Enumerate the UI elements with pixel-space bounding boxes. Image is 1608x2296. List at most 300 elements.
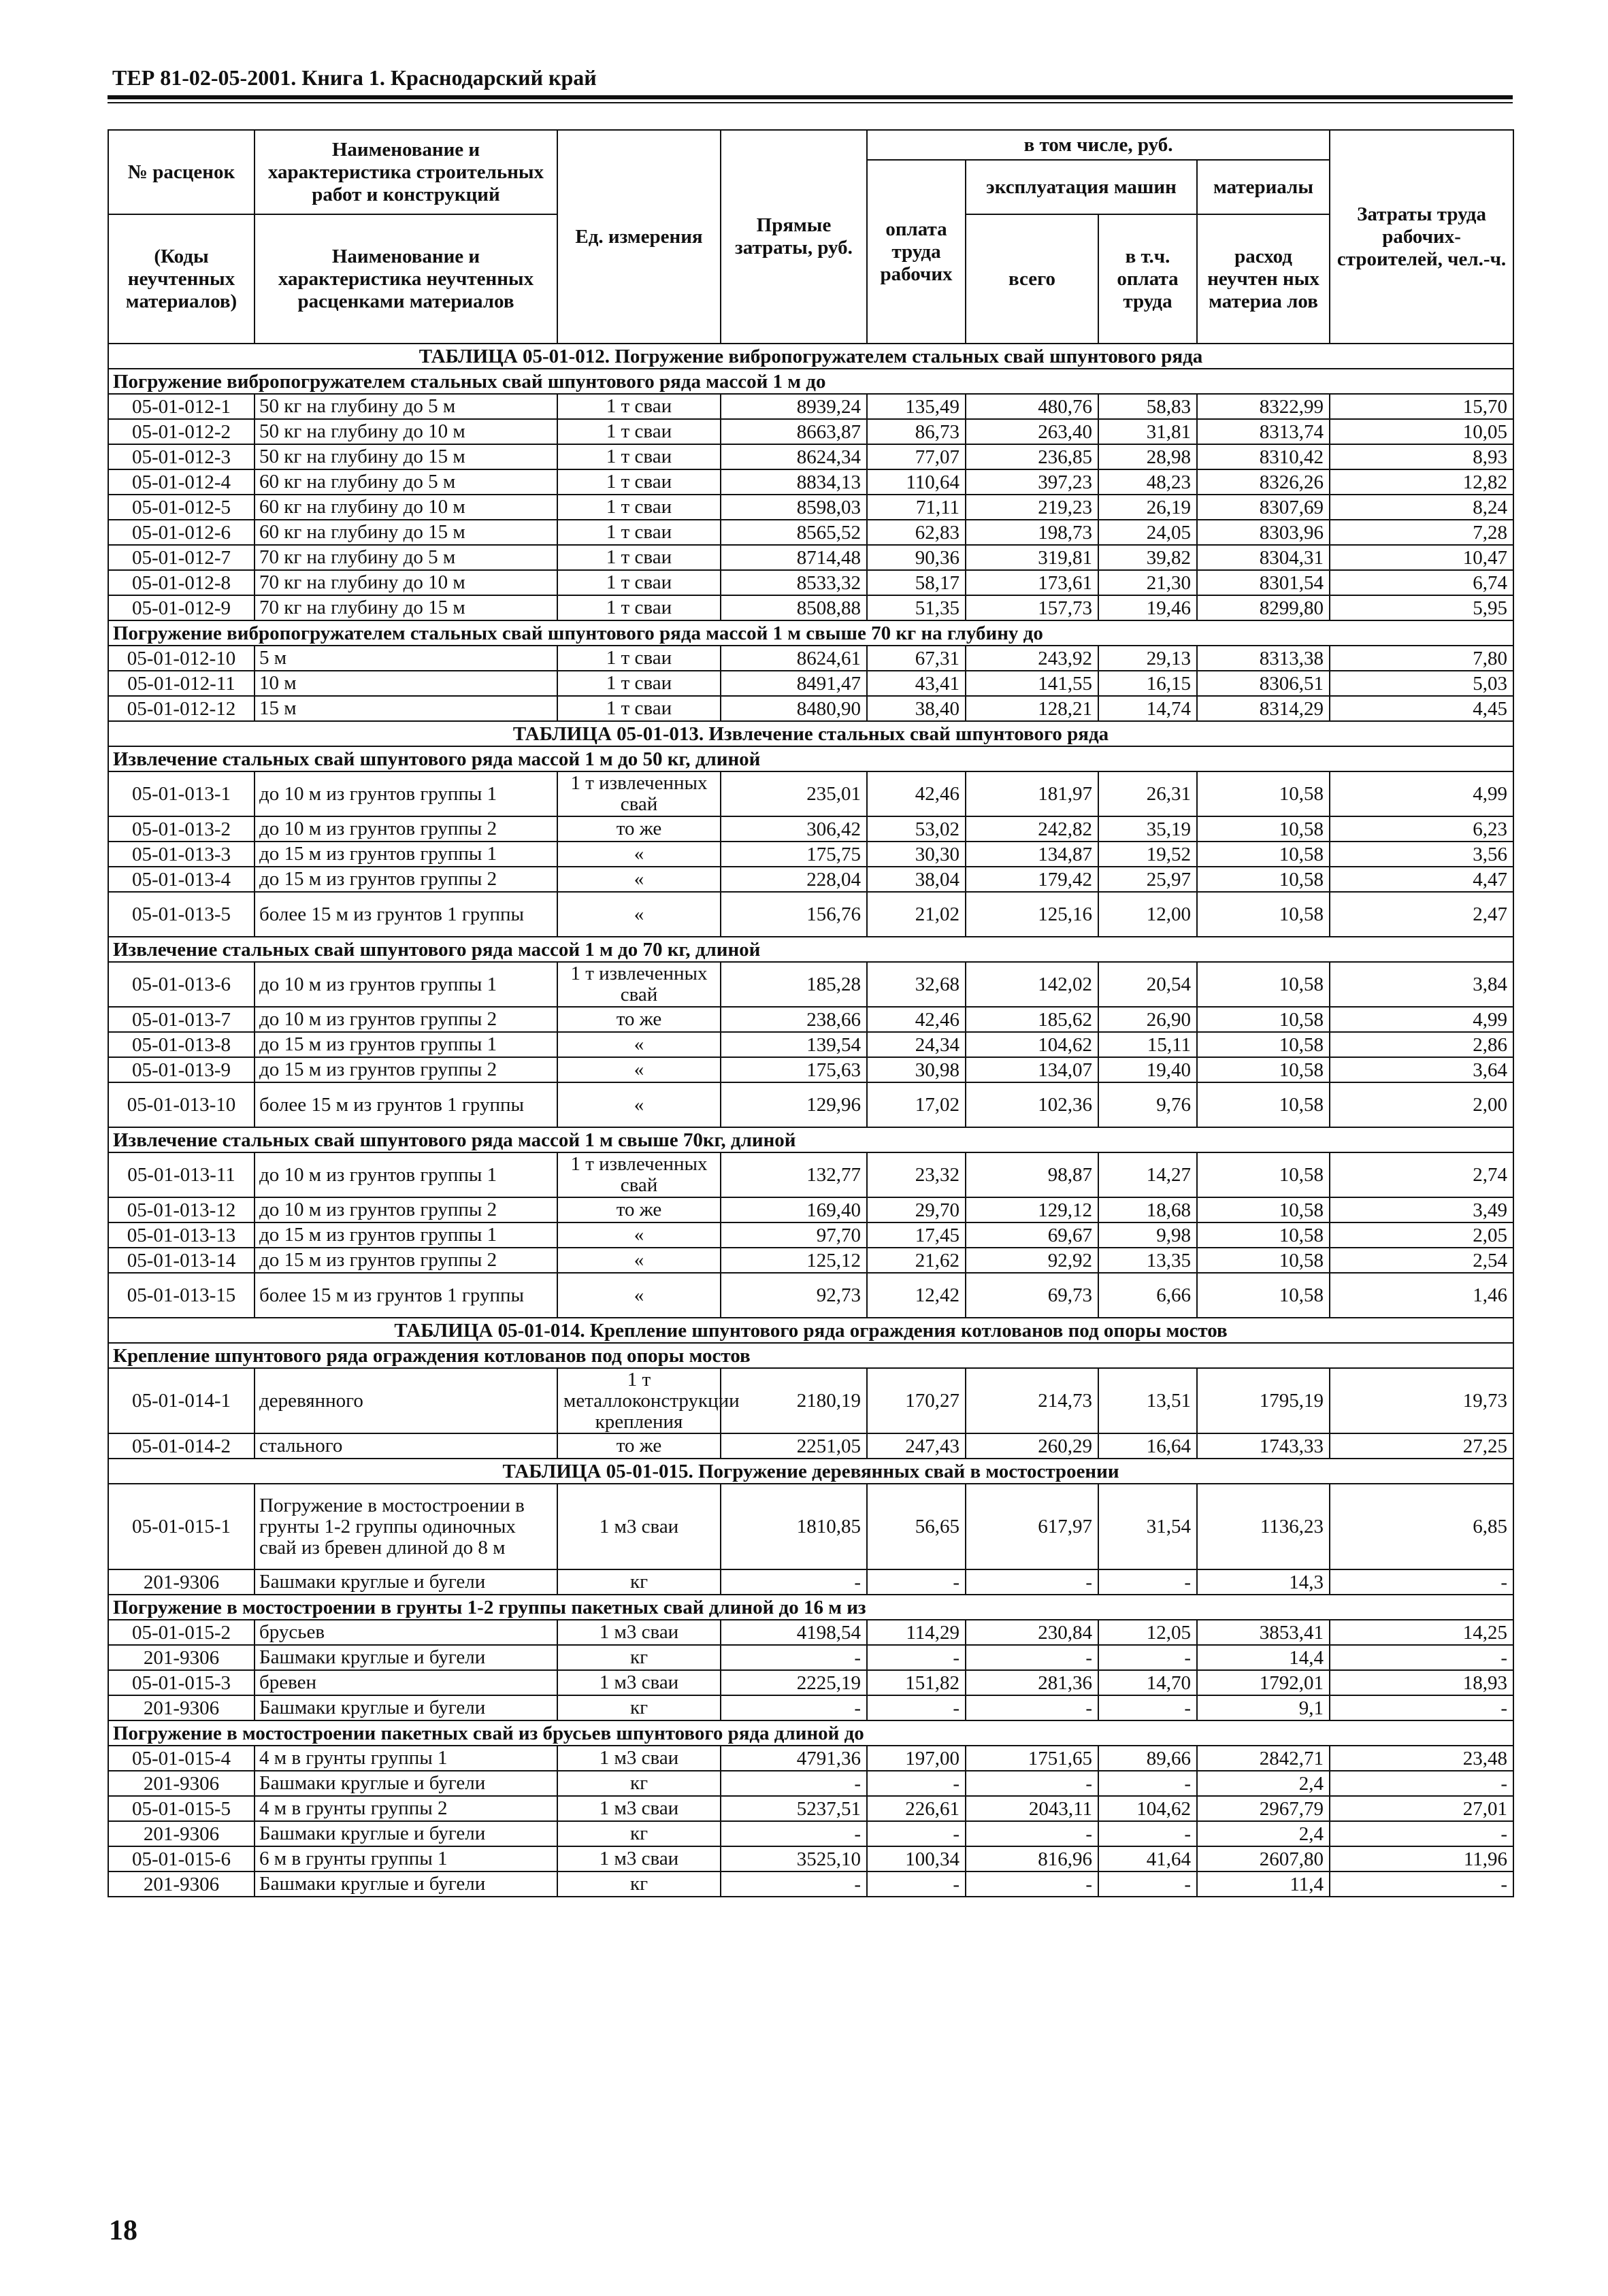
header-machines-total: всего <box>966 214 1098 344</box>
labor-cell: 8,24 <box>1330 495 1513 520</box>
unit-cell: 1 т сваи <box>557 419 721 444</box>
machines-total-cell: 243,92 <box>966 646 1098 671</box>
direct-costs-cell: 1810,85 <box>721 1484 867 1569</box>
table-row <box>108 1433 1513 1459</box>
labor-cell: 3,64 <box>1330 1057 1513 1082</box>
page-number: 18 <box>109 2215 137 2246</box>
unit-cell: « <box>557 867 721 892</box>
header-code-top: № расценок <box>108 130 255 214</box>
work-name-cell: Башмаки круглые и бугели <box>255 1771 557 1796</box>
table-row <box>108 1248 1513 1273</box>
labor-cell: 10,05 <box>1330 419 1513 444</box>
table-subsection-title <box>108 369 1513 394</box>
table-row <box>108 419 1513 444</box>
wage-cell: 71,11 <box>867 495 966 520</box>
section-title: ТАБЛИЦА 05-01-015. Погружение деревянных свай в мостостроении <box>108 1459 1513 1484</box>
machines-wage-cell: - <box>1098 1695 1197 1720</box>
unit-cell: « <box>557 1057 721 1082</box>
direct-costs-cell: - <box>721 1871 867 1897</box>
wage-cell: 100,34 <box>867 1846 966 1871</box>
wage-cell: 62,83 <box>867 520 966 545</box>
materials-cell: 2,4 <box>1197 1771 1330 1796</box>
machines-wage-cell: - <box>1098 1645 1197 1670</box>
labor-cell: 4,99 <box>1330 771 1513 816</box>
machines-total-cell: 281,36 <box>966 1670 1098 1695</box>
labor-cell: - <box>1330 1569 1513 1595</box>
rate-code-cell: 05-01-012-5 <box>108 495 255 520</box>
materials-cell: 1795,19 <box>1197 1368 1330 1433</box>
labor-cell: 18,93 <box>1330 1670 1513 1695</box>
machines-total-cell: 2043,11 <box>966 1796 1098 1821</box>
materials-cell: 10,58 <box>1197 1197 1330 1222</box>
work-name-cell: до 10 м из грунтов группы 2 <box>255 1007 557 1032</box>
unit-cell: 1 т сваи <box>557 595 721 620</box>
table-subsection-title <box>108 1127 1513 1152</box>
rate-code-cell: 05-01-013-14 <box>108 1248 255 1273</box>
direct-costs-cell: 125,12 <box>721 1248 867 1273</box>
table-row <box>108 1821 1513 1846</box>
machines-total-cell: 617,97 <box>966 1484 1098 1569</box>
machines-wage-cell: 31,81 <box>1098 419 1197 444</box>
unit-cell: кг <box>557 1645 721 1670</box>
labor-cell: 5,95 <box>1330 595 1513 620</box>
rate-code-cell: 05-01-015-1 <box>108 1484 255 1569</box>
table-row <box>108 671 1513 696</box>
unit-cell: 1 м3 сваи <box>557 1484 721 1569</box>
wage-cell: 38,04 <box>867 867 966 892</box>
rate-code-cell: 05-01-012-6 <box>108 520 255 545</box>
table-row <box>108 1082 1513 1127</box>
machines-wage-cell: 13,51 <box>1098 1368 1197 1433</box>
direct-costs-cell: 4791,36 <box>721 1746 867 1771</box>
page-header: ТЕР 81-02-05-2001. Книга 1. Краснодарский край <box>112 65 597 90</box>
machines-wage-cell: 104,62 <box>1098 1796 1197 1821</box>
header-rule <box>108 95 1513 99</box>
labor-cell: 2,54 <box>1330 1248 1513 1273</box>
unit-cell: 1 т металлоконструкции крепления <box>557 1368 721 1433</box>
labor-cell: 15,70 <box>1330 394 1513 419</box>
machines-wage-cell: 18,68 <box>1098 1197 1197 1222</box>
work-name-cell: Башмаки круглые и бугели <box>255 1645 557 1670</box>
wage-cell: 12,42 <box>867 1273 966 1318</box>
table-row <box>108 469 1513 495</box>
wage-cell: - <box>867 1695 966 1720</box>
unit-cell: 1 т сваи <box>557 545 721 570</box>
rate-code-cell: 05-01-013-9 <box>108 1057 255 1082</box>
table-row <box>108 892 1513 937</box>
labor-cell: 7,28 <box>1330 520 1513 545</box>
table-row <box>108 444 1513 469</box>
machines-wage-cell: - <box>1098 1569 1197 1595</box>
wage-cell: 67,31 <box>867 646 966 671</box>
table-row <box>108 1273 1513 1318</box>
direct-costs-cell: 238,66 <box>721 1007 867 1032</box>
direct-costs-cell: 306,42 <box>721 816 867 842</box>
subsection-title: Погружение в мостостроении пакетных свай из брусьев шпунтового ряда длиной до <box>108 1720 1513 1746</box>
materials-cell: 10,58 <box>1197 867 1330 892</box>
subsection-title: Крепление шпунтового ряда ограждения котлованов под опоры мостов <box>108 1343 1513 1368</box>
rate-code-cell: 201-9306 <box>108 1821 255 1846</box>
header-name-top: Наименование и характеристика строительных работ и конструкций <box>255 130 557 214</box>
work-name-cell: 60 кг на глубину до 10 м <box>255 495 557 520</box>
table-row <box>108 816 1513 842</box>
machines-total-cell: 157,73 <box>966 595 1098 620</box>
wage-cell: 42,46 <box>867 1007 966 1032</box>
rate-code-cell: 05-01-012-9 <box>108 595 255 620</box>
unit-cell: то же <box>557 816 721 842</box>
rate-code-cell: 05-01-014-2 <box>108 1433 255 1459</box>
header-machines-wage: в т.ч. оплата труда <box>1098 214 1197 344</box>
materials-cell: 10,58 <box>1197 1032 1330 1057</box>
labor-cell: 2,00 <box>1330 1082 1513 1127</box>
wage-cell: 21,02 <box>867 892 966 937</box>
table-row <box>108 771 1513 816</box>
section-title: ТАБЛИЦА 05-01-014. Крепление шпунтового ряда ограждения котлованов под опоры мостов <box>108 1318 1513 1343</box>
table-row <box>108 962 1513 1007</box>
work-name-cell: 60 кг на глубину до 5 м <box>255 469 557 495</box>
subsection-title: Извлечение стальных свай шпунтового ряда массой 1 м свыше 70кг, длиной <box>108 1127 1513 1152</box>
direct-costs-cell: 169,40 <box>721 1197 867 1222</box>
materials-cell: 8310,42 <box>1197 444 1330 469</box>
direct-costs-cell: 8624,61 <box>721 646 867 671</box>
rate-code-cell: 05-01-013-3 <box>108 842 255 867</box>
table-row <box>108 520 1513 545</box>
work-name-cell: до 10 м из грунтов группы 1 <box>255 962 557 1007</box>
table-row <box>108 1007 1513 1032</box>
table-row <box>108 595 1513 620</box>
work-name-cell: 60 кг на глубину до 15 м <box>255 520 557 545</box>
table-row <box>108 1222 1513 1248</box>
materials-cell: 2967,79 <box>1197 1796 1330 1821</box>
header-machines: эксплуатация машин <box>966 160 1197 214</box>
labor-cell: 4,45 <box>1330 696 1513 721</box>
direct-costs-cell: 235,01 <box>721 771 867 816</box>
machines-total-cell: 102,36 <box>966 1082 1098 1127</box>
wage-cell: 29,70 <box>867 1197 966 1222</box>
work-name-cell: до 15 м из грунтов группы 2 <box>255 1248 557 1273</box>
labor-cell: 2,47 <box>1330 892 1513 937</box>
machines-total-cell: 1751,65 <box>966 1746 1098 1771</box>
unit-cell: « <box>557 1222 721 1248</box>
machines-total-cell: 98,87 <box>966 1152 1098 1197</box>
rate-code-cell: 05-01-012-7 <box>108 545 255 570</box>
labor-cell: 2,05 <box>1330 1222 1513 1248</box>
labor-cell: 3,84 <box>1330 962 1513 1007</box>
direct-costs-cell: 228,04 <box>721 867 867 892</box>
work-name-cell: бревен <box>255 1670 557 1695</box>
direct-costs-cell: 8939,24 <box>721 394 867 419</box>
subsection-title: Извлечение стальных свай шпунтового ряда массой 1 м до 50 кг, длиной <box>108 746 1513 771</box>
table-row <box>108 1620 1513 1645</box>
unit-cell: 1 м3 сваи <box>557 1796 721 1821</box>
unit-cell: « <box>557 1248 721 1273</box>
table-row <box>108 394 1513 419</box>
wage-cell: - <box>867 1569 966 1595</box>
rate-code-cell: 05-01-013-7 <box>108 1007 255 1032</box>
header-code-bottom: (Коды неучтенных материалов) <box>108 214 255 344</box>
table-row <box>108 1152 1513 1197</box>
rate-code-cell: 05-01-013-11 <box>108 1152 255 1197</box>
unit-cell: 1 т извлеченных свай <box>557 962 721 1007</box>
unit-cell: 1 т извлеченных свай <box>557 771 721 816</box>
materials-cell: 10,58 <box>1197 1007 1330 1032</box>
labor-cell: 23,48 <box>1330 1746 1513 1771</box>
work-name-cell: более 15 м из грунтов 1 группы <box>255 1082 557 1127</box>
rate-code-cell: 05-01-012-3 <box>108 444 255 469</box>
wage-cell: 21,62 <box>867 1248 966 1273</box>
machines-wage-cell: 16,15 <box>1098 671 1197 696</box>
labor-cell: 11,96 <box>1330 1846 1513 1871</box>
table-subsection-title <box>108 1720 1513 1746</box>
table-row <box>108 867 1513 892</box>
materials-cell: 8307,69 <box>1197 495 1330 520</box>
labor-cell: - <box>1330 1871 1513 1897</box>
work-name-cell: 70 кг на глубину до 10 м <box>255 570 557 595</box>
materials-cell: 1792,01 <box>1197 1670 1330 1695</box>
machines-wage-cell: 20,54 <box>1098 962 1197 1007</box>
rate-code-cell: 05-01-015-3 <box>108 1670 255 1695</box>
table-header <box>108 130 1513 344</box>
materials-cell: 8326,26 <box>1197 469 1330 495</box>
machines-wage-cell: 16,64 <box>1098 1433 1197 1459</box>
work-name-cell: до 10 м из грунтов группы 2 <box>255 1197 557 1222</box>
rate-code-cell: 05-01-015-6 <box>108 1846 255 1871</box>
direct-costs-cell: 8480,90 <box>721 696 867 721</box>
work-name-cell: 50 кг на глубину до 15 м <box>255 444 557 469</box>
materials-cell: 8306,51 <box>1197 671 1330 696</box>
wage-cell: - <box>867 1771 966 1796</box>
work-name-cell: 6 м в грунты группы 1 <box>255 1846 557 1871</box>
labor-cell: 2,74 <box>1330 1152 1513 1197</box>
materials-cell: 8299,80 <box>1197 595 1330 620</box>
materials-cell: 1743,33 <box>1197 1433 1330 1459</box>
work-name-cell: Погружение в мостостроении в грунты 1-2 группы одиночных свай из бревен длиной до 8 м <box>255 1484 557 1569</box>
table-row <box>108 696 1513 721</box>
wage-cell: - <box>867 1821 966 1846</box>
rate-code-cell: 05-01-012-12 <box>108 696 255 721</box>
work-name-cell: Башмаки круглые и бугели <box>255 1569 557 1595</box>
machines-wage-cell: 31,54 <box>1098 1484 1197 1569</box>
unit-cell: 1 т сваи <box>557 646 721 671</box>
work-name-cell: до 15 м из грунтов группы 1 <box>255 842 557 867</box>
machines-total-cell: 92,92 <box>966 1248 1098 1273</box>
table-row <box>108 1197 1513 1222</box>
machines-wage-cell: - <box>1098 1771 1197 1796</box>
direct-costs-cell: 97,70 <box>721 1222 867 1248</box>
direct-costs-cell: 2180,19 <box>721 1368 867 1433</box>
machines-total-cell: - <box>966 1871 1098 1897</box>
rate-code-cell: 201-9306 <box>108 1645 255 1670</box>
machines-wage-cell: 26,90 <box>1098 1007 1197 1032</box>
unit-cell: « <box>557 842 721 867</box>
direct-costs-cell: 2225,19 <box>721 1670 867 1695</box>
wage-cell: - <box>867 1645 966 1670</box>
unit-cell: 1 м3 сваи <box>557 1746 721 1771</box>
machines-wage-cell: 24,05 <box>1098 520 1197 545</box>
materials-cell: 14,4 <box>1197 1645 1330 1670</box>
machines-wage-cell: 9,76 <box>1098 1082 1197 1127</box>
wage-cell: 197,00 <box>867 1746 966 1771</box>
machines-wage-cell: 29,13 <box>1098 646 1197 671</box>
rate-code-cell: 05-01-012-8 <box>108 570 255 595</box>
machines-total-cell: 219,23 <box>966 495 1098 520</box>
table-row <box>108 1746 1513 1771</box>
wage-cell: 151,82 <box>867 1670 966 1695</box>
machines-total-cell: - <box>966 1695 1098 1720</box>
direct-costs-cell: 175,63 <box>721 1057 867 1082</box>
wage-cell: 30,98 <box>867 1057 966 1082</box>
direct-costs-cell: 8491,47 <box>721 671 867 696</box>
labor-cell: - <box>1330 1821 1513 1846</box>
table-subsection-title <box>108 746 1513 771</box>
section-title: ТАБЛИЦА 05-01-013. Извлечение стальных свай шпунтового ряда <box>108 721 1513 746</box>
machines-wage-cell: 19,46 <box>1098 595 1197 620</box>
rate-code-cell: 05-01-012-4 <box>108 469 255 495</box>
wage-cell: 170,27 <box>867 1368 966 1433</box>
labor-cell: - <box>1330 1695 1513 1720</box>
table-subsection-title <box>108 620 1513 646</box>
subsection-title: Погружение вибропогружателем стальных свай шпунтового ряда массой 1 м свыше 70 кг на глубину до <box>108 620 1513 646</box>
work-name-cell: 4 м в грунты группы 2 <box>255 1796 557 1821</box>
machines-total-cell: 69,67 <box>966 1222 1098 1248</box>
machines-wage-cell: 28,98 <box>1098 444 1197 469</box>
table-row <box>108 1695 1513 1720</box>
table-row <box>108 1796 1513 1821</box>
materials-cell: 2,4 <box>1197 1821 1330 1846</box>
direct-costs-cell: - <box>721 1645 867 1670</box>
machines-wage-cell: 48,23 <box>1098 469 1197 495</box>
header-materials-unaccounted: расход неучтен ных материа лов <box>1197 214 1330 344</box>
table-row <box>108 570 1513 595</box>
unit-cell: 1 т извлеченных свай <box>557 1152 721 1197</box>
work-name-cell: более 15 м из грунтов 1 группы <box>255 892 557 937</box>
materials-cell: 10,58 <box>1197 1273 1330 1318</box>
machines-total-cell: 816,96 <box>966 1846 1098 1871</box>
work-name-cell: 70 кг на глубину до 5 м <box>255 545 557 570</box>
wage-cell: 53,02 <box>867 816 966 842</box>
rate-code-cell: 05-01-013-13 <box>108 1222 255 1248</box>
labor-cell: 10,47 <box>1330 545 1513 570</box>
labor-cell: 2,86 <box>1330 1032 1513 1057</box>
materials-cell: 8322,99 <box>1197 394 1330 419</box>
wage-cell: 30,30 <box>867 842 966 867</box>
direct-costs-cell: 8508,88 <box>721 595 867 620</box>
table-row <box>108 1368 1513 1433</box>
wage-cell: 58,17 <box>867 570 966 595</box>
rate-code-cell: 05-01-013-5 <box>108 892 255 937</box>
work-name-cell: до 15 м из грунтов группы 1 <box>255 1032 557 1057</box>
direct-costs-cell: 92,73 <box>721 1273 867 1318</box>
rate-code-cell: 201-9306 <box>108 1569 255 1595</box>
materials-cell: 8304,31 <box>1197 545 1330 570</box>
wage-cell: 32,68 <box>867 962 966 1007</box>
unit-cell: 1 м3 сваи <box>557 1846 721 1871</box>
rate-code-cell: 05-01-013-12 <box>108 1197 255 1222</box>
wage-cell: 51,35 <box>867 595 966 620</box>
machines-total-cell: - <box>966 1821 1098 1846</box>
work-name-cell: 70 кг на глубину до 15 м <box>255 595 557 620</box>
unit-cell: 1 т сваи <box>557 495 721 520</box>
header-rule-thin <box>108 102 1513 103</box>
labor-cell: 27,25 <box>1330 1433 1513 1459</box>
rate-code-cell: 05-01-013-10 <box>108 1082 255 1127</box>
materials-cell: 10,58 <box>1197 1152 1330 1197</box>
machines-wage-cell: 6,66 <box>1098 1273 1197 1318</box>
table-section-title <box>108 1318 1513 1343</box>
direct-costs-cell: 175,75 <box>721 842 867 867</box>
labor-cell: 6,85 <box>1330 1484 1513 1569</box>
machines-total-cell: 185,62 <box>966 1007 1098 1032</box>
wage-cell: 38,40 <box>867 696 966 721</box>
machines-wage-cell: 26,19 <box>1098 495 1197 520</box>
machines-wage-cell: 26,31 <box>1098 771 1197 816</box>
machines-total-cell: 260,29 <box>966 1433 1098 1459</box>
rate-code-cell: 05-01-013-4 <box>108 867 255 892</box>
rates-table-wrapper <box>108 129 1513 1897</box>
wage-cell: 17,02 <box>867 1082 966 1127</box>
direct-costs-cell: 3525,10 <box>721 1846 867 1871</box>
unit-cell: « <box>557 1082 721 1127</box>
machines-total-cell: - <box>966 1645 1098 1670</box>
wage-cell: 56,65 <box>867 1484 966 1569</box>
wage-cell: 135,49 <box>867 394 966 419</box>
table-section-title <box>108 344 1513 369</box>
wage-cell: 42,46 <box>867 771 966 816</box>
header-direct-costs: Прямые затраты, руб. <box>721 130 867 344</box>
machines-wage-cell: 12,00 <box>1098 892 1197 937</box>
direct-costs-cell: 132,77 <box>721 1152 867 1197</box>
work-name-cell: до 10 м из грунтов группы 2 <box>255 816 557 842</box>
machines-wage-cell: 41,64 <box>1098 1846 1197 1871</box>
wage-cell: 90,36 <box>867 545 966 570</box>
work-name-cell: до 10 м из грунтов группы 1 <box>255 771 557 816</box>
materials-cell: 9,1 <box>1197 1695 1330 1720</box>
rate-code-cell: 201-9306 <box>108 1871 255 1897</box>
materials-cell: 2607,80 <box>1197 1846 1330 1871</box>
unit-cell: то же <box>557 1433 721 1459</box>
direct-costs-cell: 4198,54 <box>721 1620 867 1645</box>
machines-wage-cell: 89,66 <box>1098 1746 1197 1771</box>
table-subsection-title <box>108 937 1513 962</box>
machines-wage-cell: 35,19 <box>1098 816 1197 842</box>
direct-costs-cell: 129,96 <box>721 1082 867 1127</box>
work-name-cell: более 15 м из грунтов 1 группы <box>255 1273 557 1318</box>
unit-cell: кг <box>557 1871 721 1897</box>
work-name-cell: Башмаки круглые и бугели <box>255 1821 557 1846</box>
unit-cell: 1 т сваи <box>557 696 721 721</box>
machines-total-cell: 128,21 <box>966 696 1098 721</box>
unit-cell: то же <box>557 1197 721 1222</box>
work-name-cell: 50 кг на глубину до 10 м <box>255 419 557 444</box>
direct-costs-cell: 8565,52 <box>721 520 867 545</box>
machines-total-cell: 125,16 <box>966 892 1098 937</box>
materials-cell: 10,58 <box>1197 1082 1330 1127</box>
labor-cell: 5,03 <box>1330 671 1513 696</box>
direct-costs-cell: - <box>721 1569 867 1595</box>
unit-cell: 1 т сваи <box>557 570 721 595</box>
work-name-cell: Башмаки круглые и бугели <box>255 1695 557 1720</box>
direct-costs-cell: - <box>721 1695 867 1720</box>
work-name-cell: брусьев <box>255 1620 557 1645</box>
unit-cell: кг <box>557 1771 721 1796</box>
materials-cell: 10,58 <box>1197 816 1330 842</box>
materials-cell: 8301,54 <box>1197 570 1330 595</box>
unit-cell: то же <box>557 1007 721 1032</box>
direct-costs-cell: 2251,05 <box>721 1433 867 1459</box>
machines-wage-cell: 58,83 <box>1098 394 1197 419</box>
machines-total-cell: 134,87 <box>966 842 1098 867</box>
direct-costs-cell: - <box>721 1771 867 1796</box>
